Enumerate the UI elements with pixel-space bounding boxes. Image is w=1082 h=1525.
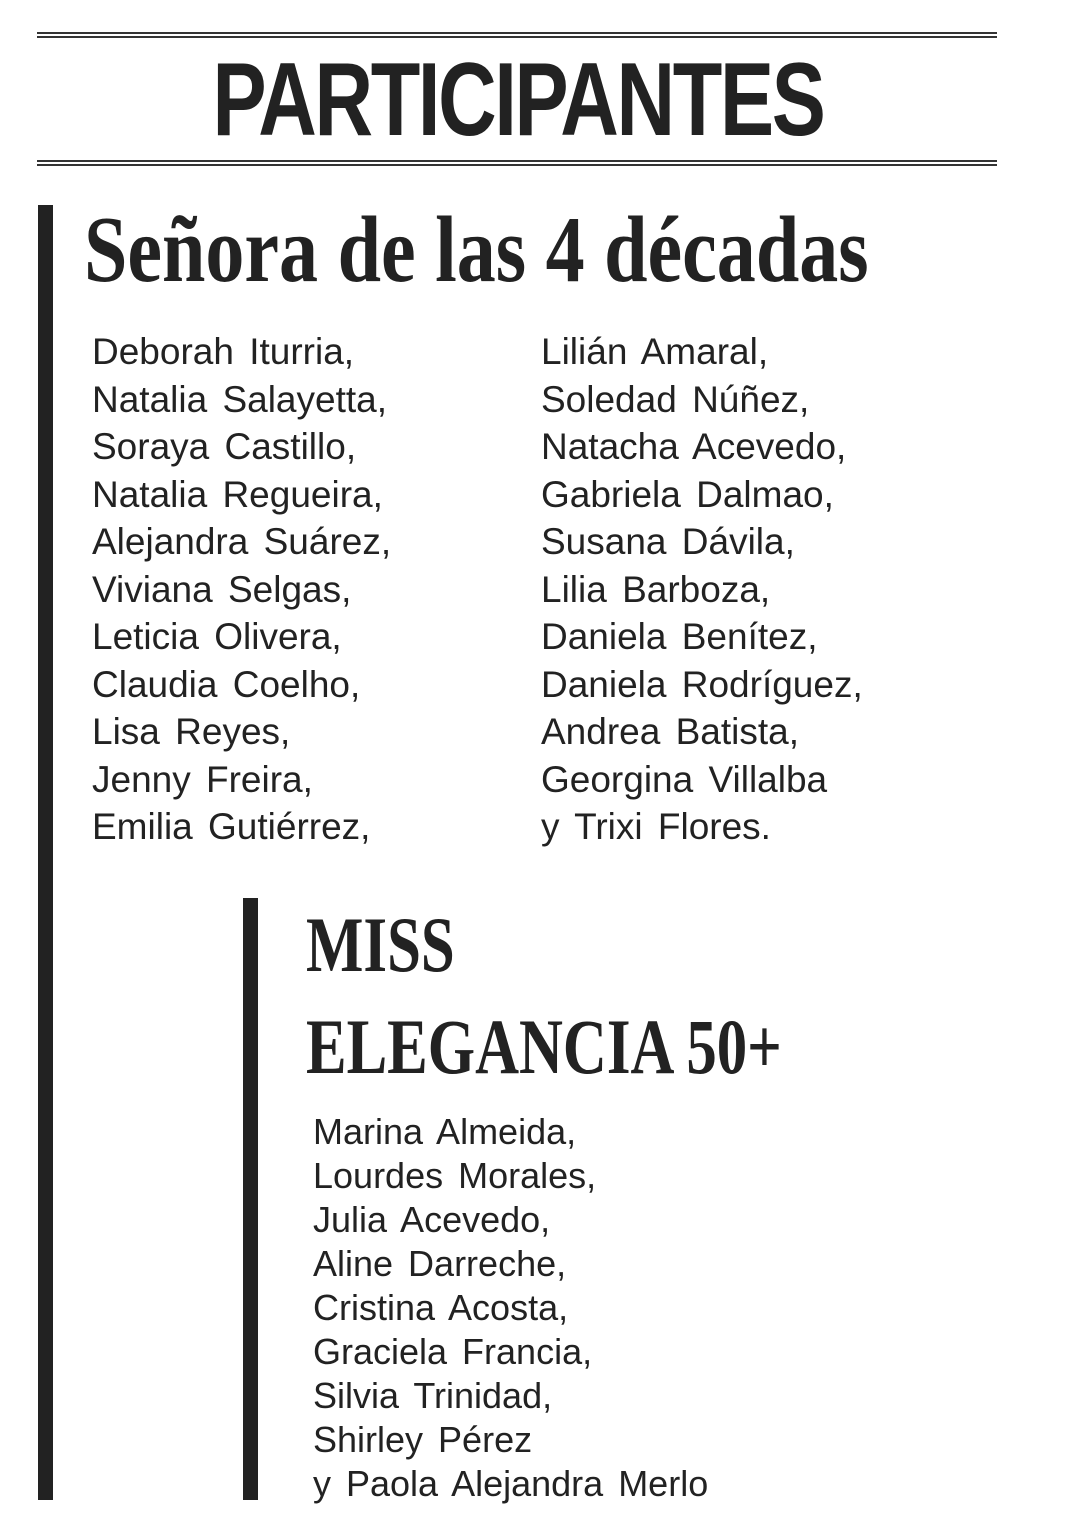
list-item: Susana Dávila, bbox=[541, 521, 795, 562]
list-item: Gabriela Dalmao, bbox=[541, 473, 834, 515]
section-miss-heading-line-1: MISS bbox=[306, 901, 455, 988]
list-item: Cristina Acosta, bbox=[313, 1287, 569, 1328]
list-item: Lilia Barboza, bbox=[541, 568, 771, 610]
list-item: Shirley Pérez bbox=[313, 1419, 533, 1460]
list-item: Natalia Salayetta, bbox=[92, 378, 388, 420]
section-senora-bar bbox=[38, 205, 53, 1500]
list-item: Andrea Batista, bbox=[541, 711, 799, 752]
list-item: Daniela Rodríguez, bbox=[541, 663, 863, 705]
list-item: Aline Darreche, bbox=[313, 1243, 567, 1284]
list-item: Silvia Trinidad, bbox=[313, 1375, 553, 1416]
section-senora-heading: Señora de las 4 décadas bbox=[84, 198, 869, 302]
list-item: Natalia Regueira, bbox=[92, 473, 383, 515]
list-item: y Trixi Flores. bbox=[541, 806, 771, 847]
list-item: Leticia Olivera, bbox=[92, 616, 342, 657]
list-item: Claudia Coelho, bbox=[92, 663, 361, 705]
list-item: Marina Almeida, bbox=[313, 1111, 577, 1152]
list-item: Graciela Francia, bbox=[313, 1331, 593, 1372]
list-item: Julia Acevedo, bbox=[313, 1199, 551, 1240]
miss-names-list bbox=[313, 1110, 708, 1506]
list-item: Lilián Amaral, bbox=[541, 331, 769, 372]
list-item: Alejandra Suárez, bbox=[92, 521, 392, 562]
list-item: Deborah Iturria, bbox=[92, 331, 355, 372]
list-item: Soraya Castillo, bbox=[92, 426, 357, 467]
list-item: Lisa Reyes, bbox=[92, 711, 291, 752]
section-miss-heading-line-2: ELEGANCIA 50+ bbox=[306, 1003, 782, 1090]
senora-names-column-1 bbox=[92, 328, 391, 851]
title-bottom-rule bbox=[37, 160, 997, 166]
list-item: Daniela Benítez, bbox=[541, 616, 818, 657]
list-item: Soledad Núñez, bbox=[541, 378, 810, 420]
list-item: Lourdes Morales, bbox=[313, 1155, 597, 1196]
page-title: PARTICIPANTES bbox=[212, 42, 824, 158]
top-rule bbox=[37, 32, 997, 38]
list-item: Emilia Gutiérrez, bbox=[92, 806, 371, 847]
section-miss-bar bbox=[243, 898, 258, 1500]
list-item: Natacha Acevedo, bbox=[541, 426, 847, 467]
list-item: Georgina Villalba bbox=[541, 758, 828, 800]
list-item: Viviana Selgas, bbox=[92, 568, 352, 610]
senora-names-column-2 bbox=[541, 328, 863, 851]
list-item: Jenny Freira, bbox=[92, 758, 313, 800]
list-item: y Paola Alejandra Merlo bbox=[313, 1463, 709, 1504]
